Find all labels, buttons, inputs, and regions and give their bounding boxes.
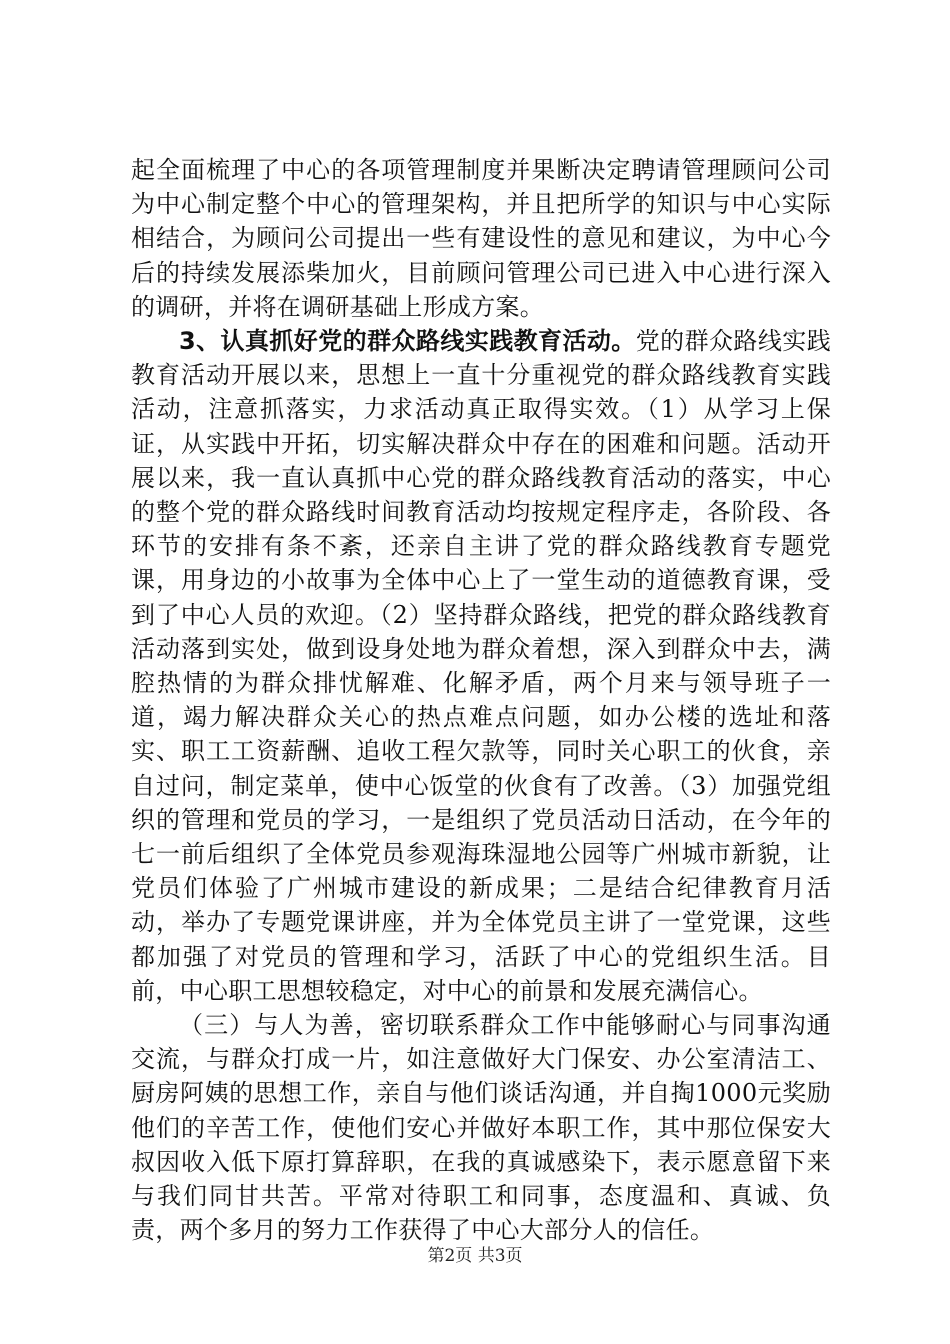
- paragraph-1: [131, 153, 831, 324]
- paragraph-1-text: 起全面梳理了中心的各项管理制度并果断决定聘请管理顾问公司为中心制定整个中心的管理架构，并且把所学的知识与中心实际相结合，为顾问公司提出一些有建设性的意见和建议，为中心今后的持续发展添柴加火，目前顾问管理公司已进入中心进行深入的调研，并将在调研基础上形成方案。: [131, 156, 831, 321]
- paragraph-3-text: 密切联系群众工作中能够耐心与同事沟通交流，与群众打成一片，如注意做好大门保安、办公室清洁工、厨房阿姨的思想工作，亲自与他们谈话沟通，并自掏1000元奖励他们的辛苦工作，使他们安心并做好本职工作，其中那位保安大叔因收入低下原打算辞职，在我的真诚感染下，表示愿意留下来与我们同甘共苦。平常对待职工和同事，态度温和、真诚、负责，两个多月的努力工作获得了中心大部分人的信任。: [131, 1011, 831, 1245]
- paragraph-3: [131, 1008, 831, 1247]
- paragraph-2: [131, 324, 831, 1008]
- page-number-footer: 第2页 共3页: [427, 1246, 523, 1266]
- paragraph-2-text: 党的群众路线实践教育活动开展以来，思想上一直十分重视党的群众路线教育实践活动，注意抓落实，力求活动真正取得实效。（1）从学习上保证，从实践中开拓，切实解决群众中存在的困难和问题。活动开展以来，我一直认真抓中心党的群众路线教育活动的落实，中心的整个党的群众路线时间教育活动均按规定程序走，各阶段、各环节的安排有条不紊，还亲自主讲了党的群众路线教育专题党课，用身边的小故事为全体中心上了一堂生动的道德教育课，受到了中心人员的欢迎。（2）坚持群众路线，把党的群众路线教育活动落到实处，做到设身处地为群众着想，深入到群众中去，满腔热情的为群众排忧解难、化解矛盾，两个月来与领导班子一道，竭力解决群众关心的热点难点问题，如办公楼的选址和落实、职工工资薪酬、追收工程欠款等，同时关心职工的伙食，亲自过问，制定菜单，使中心饭堂的伙食有了改善。（3）加强党组织的管理和党员的学习，一是组织了党员活动日活动，在今年的七一前后组织了全体党员参观海珠湿地公园等广州城市新貌，让党员们体验了广州城市建设的新成果；二是结合纪律教育月活动，举办了专题党课讲座，并为全体党员主讲了一堂党课，这些都加强了对党员的管理和学习，活跃了中心的党组织生活。目前，中心职工思想较稳定，对中心的前景和发展充满信心。: [131, 327, 831, 1005]
- document-body: [131, 153, 831, 1248]
- section-heading: （三）与人为善，: [179, 1011, 380, 1040]
- paragraph-2-heading: 3、认真抓好党的群众路线实践教育活动。: [179, 327, 636, 356]
